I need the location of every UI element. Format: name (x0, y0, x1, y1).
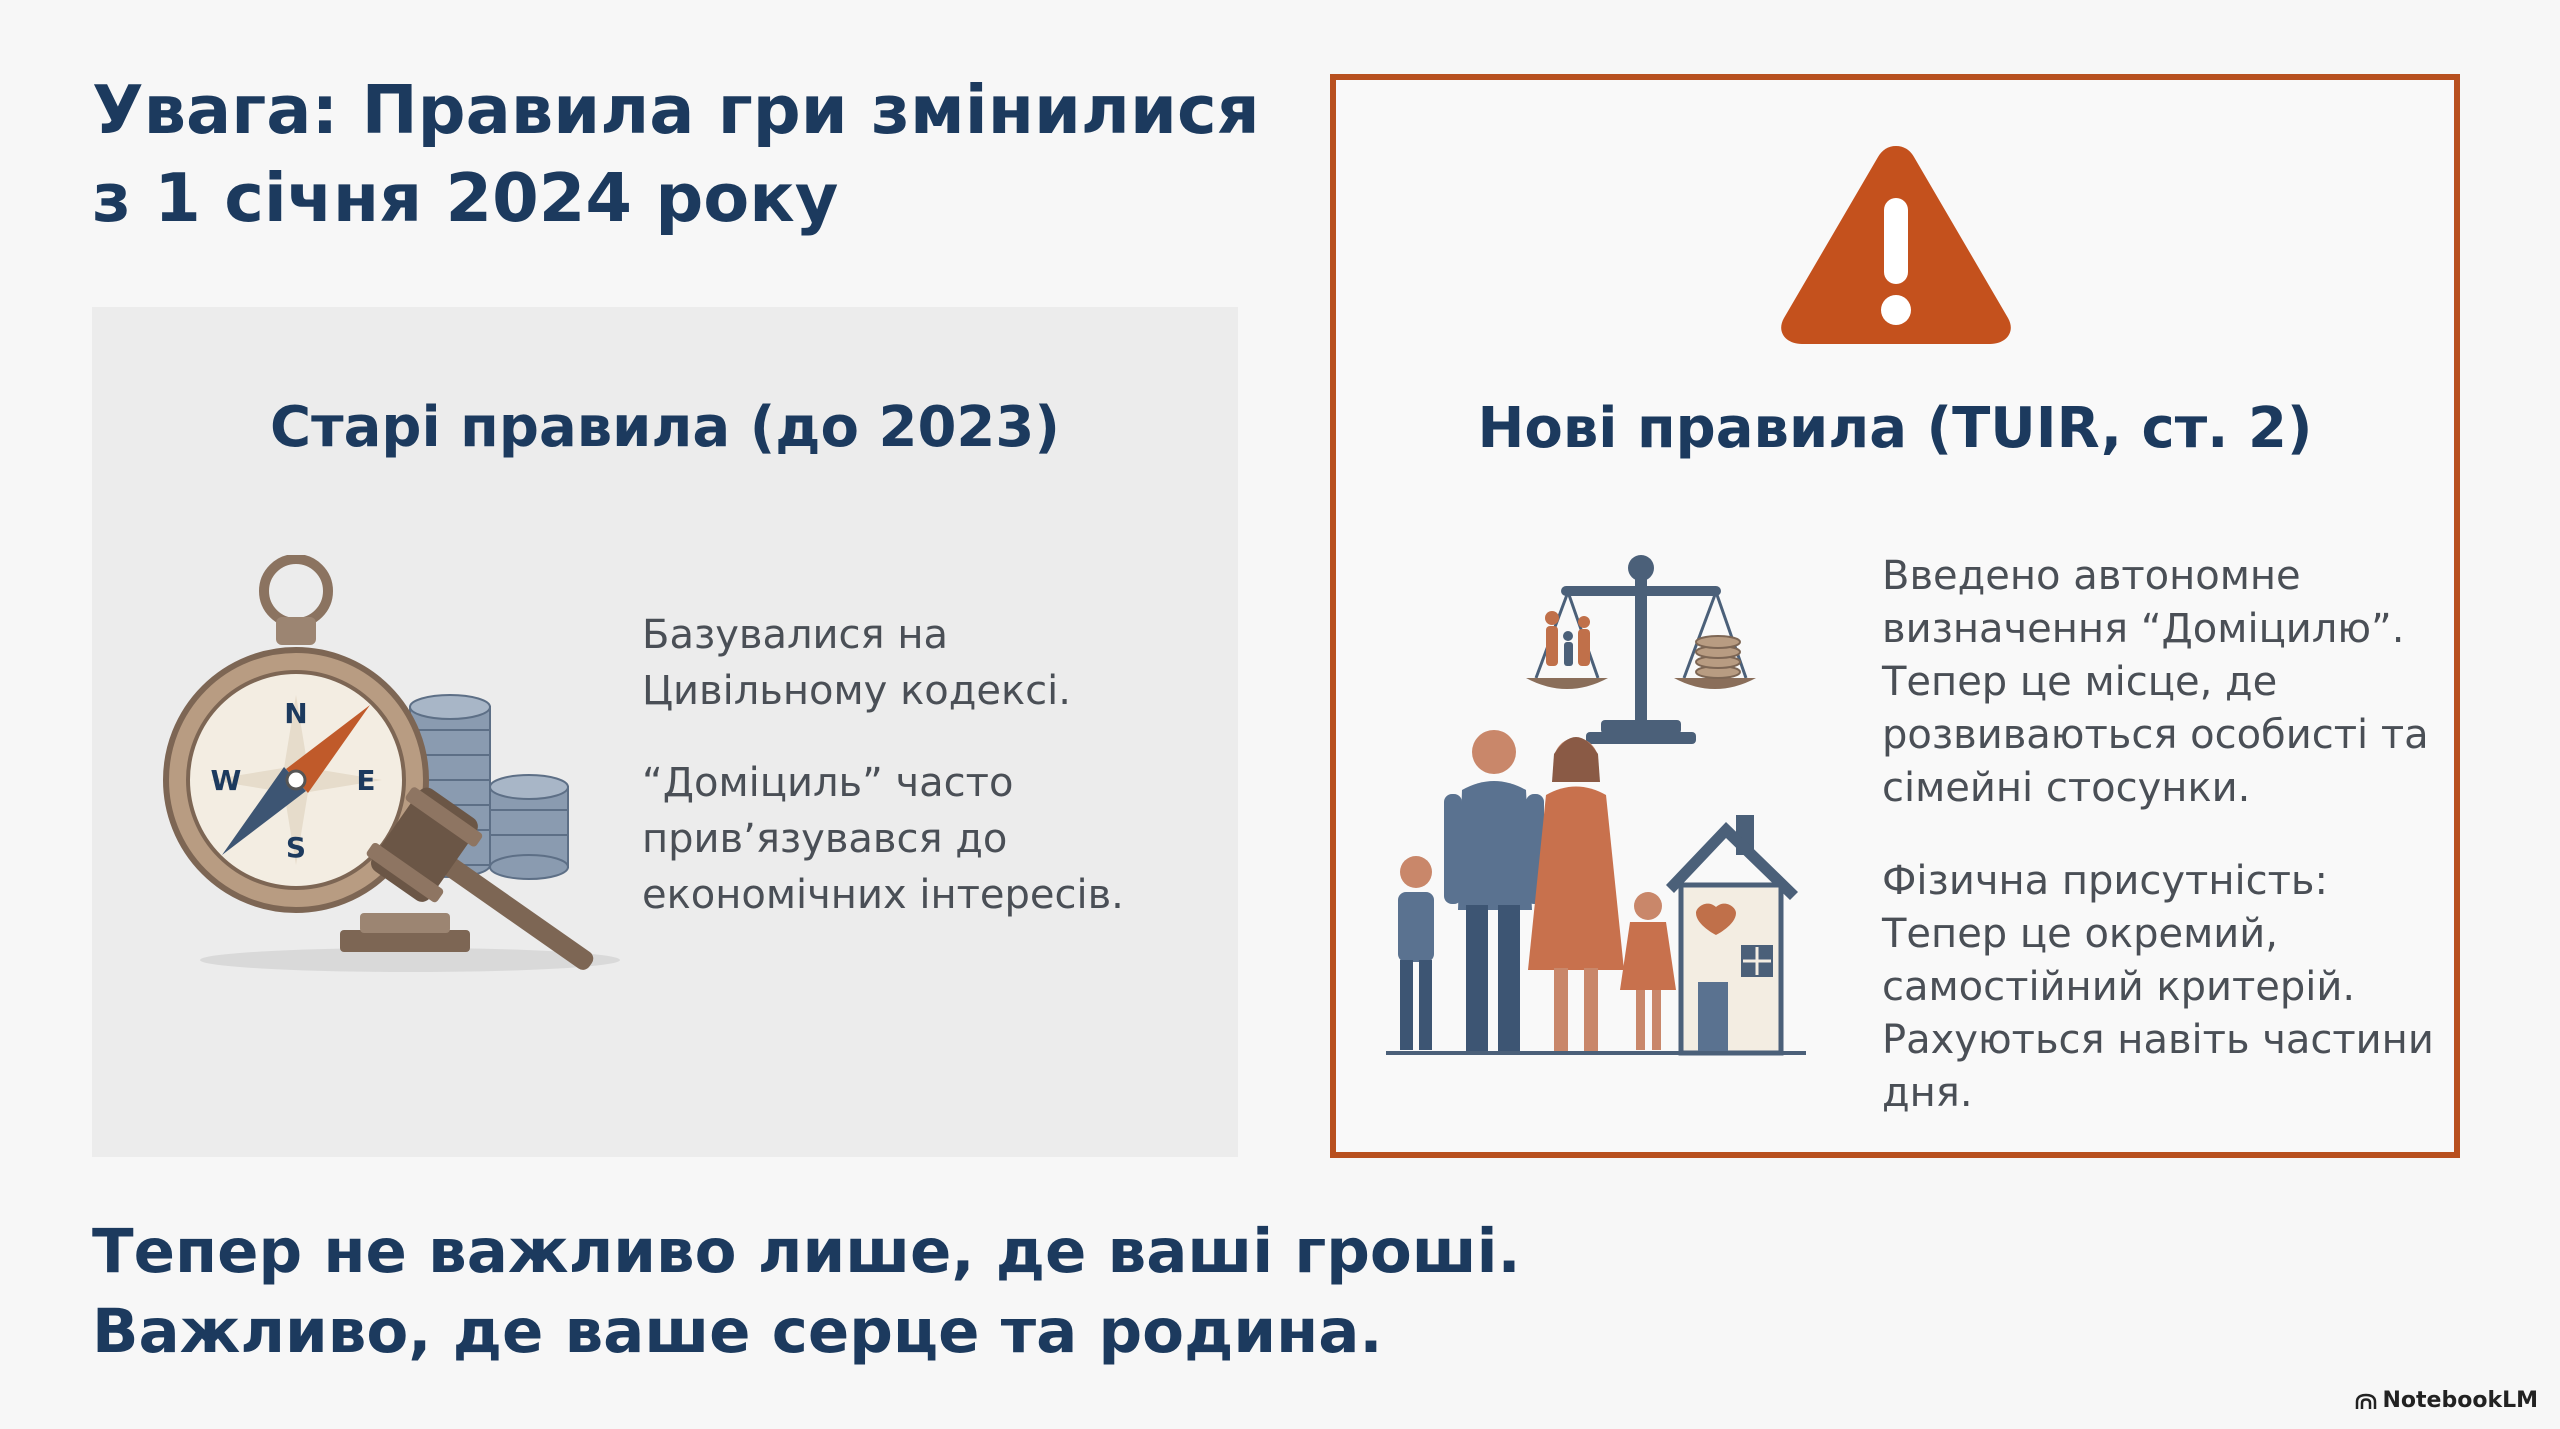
old-rules-text (642, 607, 1202, 959)
family-icon (1398, 730, 1676, 1055)
page-title (92, 66, 1260, 242)
old-rules-illustration (160, 555, 680, 975)
svg-text:W: W (210, 764, 242, 797)
new-rules-text (1882, 550, 2442, 1160)
footer-line-2: Важливо, де ваше серце та родина. (92, 1296, 1383, 1367)
old-rules-heading: Старі правила (до 2023) (270, 395, 1060, 460)
old-rules-paragraph-2: “Доміциль” часто прив’язувався до економічних інтересів. (642, 760, 1124, 918)
title-line-1: Увага: Правила гри змінилися (92, 71, 1260, 149)
svg-text:E: E (356, 764, 376, 797)
title-line-2: з 1 січня 2024 року (92, 159, 839, 237)
new-rules-paragraph-2 (1882, 855, 2442, 1120)
new-rules-paragraph-1: Введено автономне визначення “Доміцилю”. Тепер це місце, де розвиваються особисті та сімейні стосунки. (1882, 553, 2429, 811)
brand-name: NotebookLM (2382, 1388, 2538, 1413)
svg-text:N: N (284, 697, 308, 730)
footer-line-1: Тепер не важливо лише, де ваші гроші. (92, 1216, 1521, 1287)
scales-icon (1526, 555, 1756, 744)
footer-message (92, 1212, 1521, 1372)
old-rules-card (92, 307, 1238, 1157)
warning-icon (1776, 138, 2016, 348)
notebooklm-logo-icon (2355, 1392, 2377, 1410)
brand-mark (2355, 1388, 2538, 1413)
new-rules-heading: Нові правила (TUIR, ст. 2) (1477, 396, 2313, 461)
svg-text:S: S (285, 831, 307, 864)
new-rules-illustration (1386, 550, 1816, 1070)
old-rules-paragraph-1: Базувалися на Цивільному кодексі. (642, 612, 1071, 714)
new-rules-card (1330, 74, 2460, 1158)
new-rules-paragraph-2-lead: Фізична присутність: (1882, 858, 2328, 904)
new-rules-paragraph-2-body: Тепер це окремий, самостійний критерій. Рахуються навіть частини дня. (1882, 911, 2434, 1116)
